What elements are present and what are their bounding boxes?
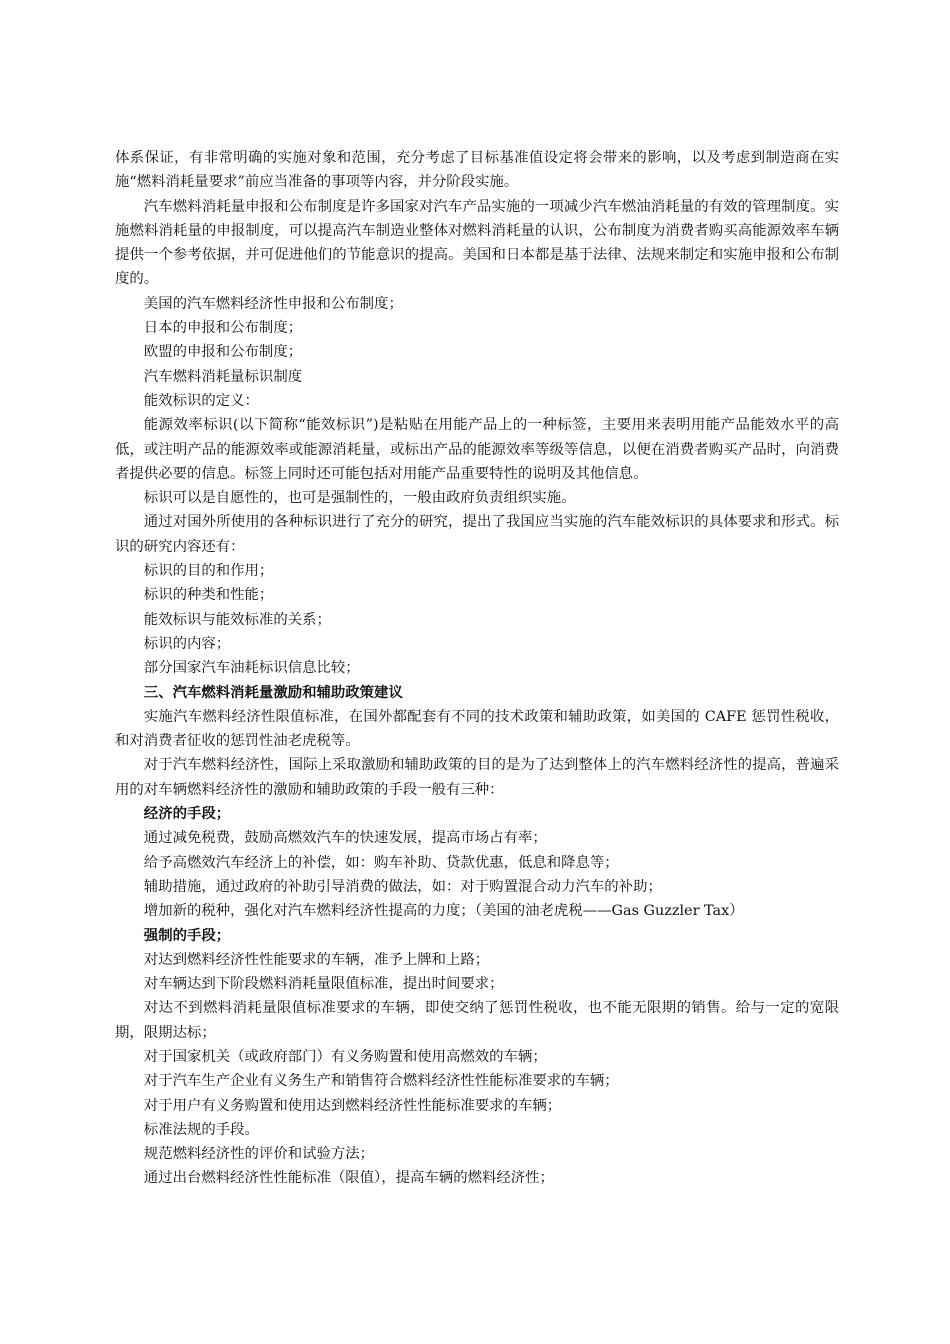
list-item: 通过减免税费，鼓励高燃效汽车的快速发展，提高市场占有率； — [143, 830, 547, 847]
list-item: 标识的内容； — [143, 635, 231, 652]
list-item: 美国的汽车燃料经济性申报和公布制度； — [143, 295, 403, 312]
document-page — [115, 146, 839, 1191]
list-item: 日本的申报和公布制度； — [143, 320, 303, 337]
list-item: 标识的目的和作用； — [143, 563, 274, 580]
list-item: 辅助措施，通过政府的补助引导消费的做法，如：对于购置混合动力汽车的补助； — [143, 878, 662, 895]
list-item: 对达到燃料经济性性能要求的车辆，准予上牌和上路； — [143, 951, 490, 968]
section-heading: 三、汽车燃料消耗量激励和辅助政策建议 — [143, 683, 403, 701]
list-item: 对于国家机关（或政府部门）有义务购置和使用高燃效的车辆； — [143, 1048, 547, 1065]
list-item: 对于用户有义务购置和使用达到燃料经济性性能标准要求的车辆； — [143, 1097, 562, 1114]
list-item: 标识的种类和性能； — [143, 587, 274, 604]
list-item: 通过出台燃料经济性性能标准（限值），提高车辆的燃料经济性； — [143, 1170, 554, 1187]
list-item: 部分国家汽车油耗标识信息比较； — [143, 660, 360, 677]
paragraph-cafe: 实施汽车燃料经济性限值标准，在国外都配套有不同的技术政策和辅助政策，如美国的 CAFE 惩罚性税收，和对消费者征收的惩罚性油老虎税等。 — [115, 708, 839, 750]
paragraph-label-voluntary: 标识可以是自愿性的，也可是强制性的，一般由政府负责组织实施。 — [143, 490, 576, 507]
paragraph-label-definition: 能源效率标识(以下简称“能效标识”)是粘贴在用能产品上的一种标签，主要用来表明用能产品能效水平的高低，或注明产品的能源效率或能源消耗量，或标出产品的能源效率等级等信息，以便在消费者购买产品时，向消费者提供必要的信息。标签上同时还可能包括对用能产品重要特性的说明及其他信息。 — [115, 417, 839, 482]
list-item: 汽车燃料消耗量标识制度 — [143, 368, 303, 385]
list-item: 标准法规的手段。 — [143, 1121, 259, 1138]
list-item: 规范燃料经济性的评价和试验方法； — [143, 1146, 375, 1163]
paragraph-incentive-purpose: 对于汽车燃料经济性，国际上采取激励和辅助政策的目的是为了达到整体上的汽车燃料经济性的提高，普遍采用的对车辆燃料经济性的激励和辅助政策的手段一般有三种： — [115, 757, 839, 798]
list-item: 能效标识的定义： — [143, 392, 259, 409]
list-item: 欧盟的申报和公布制度； — [143, 344, 303, 361]
list-item: 能效标识与能效标准的关系； — [143, 611, 331, 628]
list-item: 对达不到燃料消耗量限值标准要求的车辆，即使交纳了惩罚性税收，也不能无限期的销售。给与一定的宽限期，限期达标； — [115, 1000, 839, 1041]
list-item: 对车辆达到下阶段燃料消耗量限值标准，提出时间要求； — [143, 976, 504, 993]
paragraph-label-research: 通过对国外所使用的各种标识进行了充分的研究，提出了我国应当实施的汽车能效标识的具体要求和形式。标识的研究内容还有： — [115, 514, 839, 555]
subheading-mandatory: 强制的手段； — [143, 926, 231, 944]
paragraph-intro-continuation: 体系保证，有非常明确的实施对象和范围，充分考虑了目标基准值设定将会带来的影响，以及考虑到制造商在实施“燃料消耗量要求”前应当准备的事项等内容，并分阶段实施。 — [115, 150, 839, 191]
subheading-economic: 经济的手段； — [143, 805, 231, 823]
list-item: 对于汽车生产企业有义务生产和销售符合燃料经济性性能标准要求的车辆； — [143, 1073, 619, 1090]
list-item: 增加新的税种，强化对汽车燃料经济性提高的力度；（美国的油老虎税——Gas Guzzler Tax） — [143, 903, 744, 920]
paragraph-reporting-system: 汽车燃料消耗量申报和公布制度是许多国家对汽车产品实施的一项减少汽车燃油消耗量的有效的管理制度。实施燃料消耗量的申报制度，可以提高汽车制造业整体对燃料消耗量的认识，公布制度为消费者购买高能源效率车辆提供一个参考依据，并可促进他们的节能意识的提高。美国和日本都是基于法律、法规来制定和实施申报和公布制度的。 — [115, 198, 839, 288]
list-item: 给予高燃效汽车经济上的补偿，如：购车补助、贷款优惠，低息和降息等； — [143, 854, 619, 871]
